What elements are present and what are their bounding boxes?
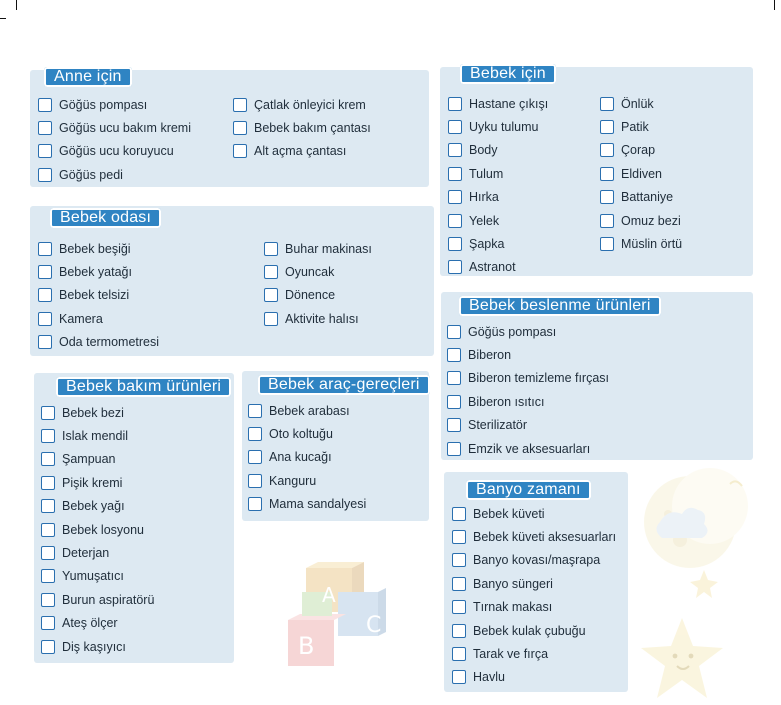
checklist-item-label: Göğüs pompası xyxy=(59,97,148,112)
checkbox[interactable] xyxy=(233,98,247,112)
checklist-item-label: Göğüs pedi xyxy=(59,167,123,182)
checkbox[interactable] xyxy=(600,167,614,181)
checklist-item-label: Çorap xyxy=(621,143,656,158)
checklist-item-label: Deterjan xyxy=(62,546,110,561)
checklist-col1 xyxy=(38,237,159,354)
checklist-item[interactable] xyxy=(264,237,372,260)
checkbox[interactable] xyxy=(264,265,278,279)
checklist-item-label: Uyku tulumu xyxy=(469,120,539,135)
checkbox[interactable] xyxy=(248,474,262,488)
checklist-item[interactable] xyxy=(452,596,616,619)
section-banyo xyxy=(444,472,628,692)
checklist-item-label: Yumuşatıcı xyxy=(62,569,124,584)
checkbox[interactable] xyxy=(448,214,462,228)
checklist-item[interactable] xyxy=(38,140,191,163)
checklist-item[interactable] xyxy=(600,139,682,162)
crop-mark-right xyxy=(774,0,775,10)
checklist-item[interactable] xyxy=(447,437,609,460)
checklist-item[interactable] xyxy=(600,162,682,185)
checklist-item-label: Şapka xyxy=(469,237,505,252)
checklist-item[interactable] xyxy=(38,93,191,116)
checklist-item-label: Eldiven xyxy=(621,166,662,181)
checklist-col1 xyxy=(447,320,609,460)
checkbox[interactable] xyxy=(600,97,614,111)
checkbox[interactable] xyxy=(448,167,462,181)
section-bebek xyxy=(440,67,753,276)
checklist-item[interactable] xyxy=(233,116,371,139)
checklist-item-label: Biberon xyxy=(468,348,512,363)
checklist-item[interactable] xyxy=(452,642,616,665)
checklist-item-label: Islak mendil xyxy=(62,429,128,444)
checklist-item-label: Banyo kovası/maşrapa xyxy=(473,553,601,568)
checklist-item[interactable] xyxy=(448,115,548,138)
checklist-item[interactable] xyxy=(248,422,366,445)
section-title: Bebek bakım ürünleri xyxy=(56,377,231,397)
checkbox[interactable] xyxy=(38,265,52,279)
checklist-item-label: Body xyxy=(469,143,498,158)
checkbox[interactable] xyxy=(447,348,461,362)
section-beslenme xyxy=(441,292,753,460)
checklist-item-label: Göğüs ucu bakım kremi xyxy=(59,121,191,136)
checklist-item[interactable] xyxy=(233,140,371,163)
checkbox[interactable] xyxy=(447,371,461,385)
section-title: Bebek için xyxy=(460,64,556,84)
checkbox[interactable] xyxy=(448,237,462,251)
checkbox[interactable] xyxy=(452,577,466,591)
checklist-item[interactable] xyxy=(41,565,154,588)
checklist-item-label: Oda termometresi xyxy=(59,335,160,350)
checklist-item[interactable] xyxy=(41,495,154,518)
checklist-item[interactable] xyxy=(452,525,616,548)
block-letter-b: B xyxy=(298,632,315,660)
checklist-item-label: Kanguru xyxy=(269,473,317,488)
checklist-item-label: Bebek yatağı xyxy=(59,265,132,280)
checkbox[interactable] xyxy=(447,395,461,409)
checklist-item[interactable] xyxy=(38,284,159,307)
checklist-item[interactable] xyxy=(41,541,154,564)
crop-mark-side xyxy=(0,18,6,19)
checklist-item[interactable] xyxy=(41,448,154,471)
checklist-item[interactable] xyxy=(452,502,616,525)
checkbox[interactable] xyxy=(38,168,52,182)
checklist-item[interactable] xyxy=(264,284,372,307)
checklist-item[interactable] xyxy=(448,92,548,115)
checkbox[interactable] xyxy=(452,670,466,684)
checkbox[interactable] xyxy=(452,624,466,638)
checkbox[interactable] xyxy=(600,120,614,134)
checklist-item[interactable] xyxy=(448,162,548,185)
checklist-item-label: Banyo süngeri xyxy=(473,576,553,591)
checklist-item[interactable] xyxy=(41,612,154,635)
section-arac xyxy=(242,371,429,521)
checklist-item-label: Dönence xyxy=(285,288,336,303)
checkbox[interactable] xyxy=(41,569,55,583)
checklist-item-label: Bebek arabası xyxy=(269,403,350,418)
checkbox[interactable] xyxy=(248,427,262,441)
checklist-item[interactable] xyxy=(452,666,616,689)
checklist-item-label: Patik xyxy=(621,120,649,135)
checkbox[interactable] xyxy=(41,640,55,654)
checklist-col1 xyxy=(248,399,366,516)
checkbox[interactable] xyxy=(38,312,52,326)
checklist-item[interactable] xyxy=(600,232,682,255)
checklist-item[interactable] xyxy=(41,424,154,447)
checklist-col2 xyxy=(233,93,371,163)
checklist-item-label: Buhar makinası xyxy=(285,241,372,256)
checkbox[interactable] xyxy=(38,121,52,135)
section-title: Anne için xyxy=(44,67,132,87)
section-title: Banyo zamanı xyxy=(466,480,591,500)
checkbox[interactable] xyxy=(41,406,55,420)
checkbox[interactable] xyxy=(448,190,462,204)
checkbox[interactable] xyxy=(38,335,52,349)
checklist-item-label: Bebek telsizi xyxy=(59,288,130,303)
checkbox[interactable] xyxy=(447,325,461,339)
checklist-item-label: Bebek küveti xyxy=(473,506,545,521)
checkbox[interactable] xyxy=(233,144,247,158)
checklist-item[interactable] xyxy=(448,139,548,162)
checkbox[interactable] xyxy=(41,523,55,537)
checklist-item-label: Tarak ve fırça xyxy=(473,647,549,662)
section-title: Bebek odası xyxy=(50,208,161,228)
checkbox[interactable] xyxy=(233,121,247,135)
checkbox[interactable] xyxy=(452,553,466,567)
checkbox[interactable] xyxy=(41,546,55,560)
checklist-item-label: Alt açma çantası xyxy=(254,144,347,159)
checklist-item-label: Pişik kremi xyxy=(62,475,123,490)
checklist-item-label: Omuz bezi xyxy=(621,213,681,228)
checklist-item[interactable] xyxy=(264,260,372,283)
checklist-item-label: Tulum xyxy=(469,166,504,181)
checkbox[interactable] xyxy=(448,143,462,157)
checklist-item[interactable] xyxy=(248,446,366,469)
checklist-item-label: Bebek bezi xyxy=(62,405,124,420)
checkbox[interactable] xyxy=(600,237,614,251)
checklist-item-label: Sterilizatör xyxy=(468,418,528,433)
checklist-item[interactable] xyxy=(248,399,366,422)
section-title: Bebek beslenme ürünleri xyxy=(459,296,661,316)
checklist-item-label: Oto koltuğu xyxy=(269,427,333,442)
checkbox[interactable] xyxy=(264,288,278,302)
block-letter-a: A xyxy=(322,583,336,607)
checklist-item-label: Battaniye xyxy=(621,190,674,205)
checklist-col1 xyxy=(38,93,191,187)
checklist-item-label: Astranot xyxy=(469,260,516,275)
checkbox[interactable] xyxy=(248,404,262,418)
checklist-item-label: Göğüs pompası xyxy=(468,324,557,339)
checklist-item[interactable] xyxy=(41,635,154,658)
checkbox[interactable] xyxy=(600,190,614,204)
checklist-item-label: Bebek beşiği xyxy=(59,241,131,256)
checklist-item[interactable] xyxy=(38,163,191,186)
checklist-item-label: Bebek bakım çantası xyxy=(254,121,371,136)
checklist-item-label: Bebek losyonu xyxy=(62,522,145,537)
checkbox[interactable] xyxy=(447,442,461,456)
checklist-item-label: Oyuncak xyxy=(285,265,335,280)
checklist-item-label: Bebek yağı xyxy=(62,499,125,514)
checklist-item[interactable] xyxy=(248,469,366,492)
section-oda xyxy=(30,206,434,356)
checklist-item[interactable] xyxy=(447,320,609,343)
checklist-item-label: Çatlak önleyici krem xyxy=(254,97,366,112)
checklist-col2 xyxy=(264,237,372,331)
checkbox[interactable] xyxy=(264,242,278,256)
checklist-item[interactable] xyxy=(448,256,548,279)
checklist-item[interactable] xyxy=(38,331,159,354)
checklist-col1 xyxy=(452,502,616,689)
checkbox[interactable] xyxy=(41,452,55,466)
checkbox[interactable] xyxy=(448,97,462,111)
checklist-item-label: Emzik ve aksesuarları xyxy=(468,441,591,456)
checklist-item-label: Bebek kulak çubuğu xyxy=(473,623,586,638)
checkbox[interactable] xyxy=(41,476,55,490)
checkbox[interactable] xyxy=(38,98,52,112)
checkbox[interactable] xyxy=(600,143,614,157)
checkbox[interactable] xyxy=(452,647,466,661)
checkbox[interactable] xyxy=(38,288,52,302)
checkbox[interactable] xyxy=(264,312,278,326)
checkbox[interactable] xyxy=(600,214,614,228)
checkbox[interactable] xyxy=(41,593,55,607)
checklist-item-label: Bebek küveti aksesuarları xyxy=(473,530,617,545)
checklist-col2 xyxy=(600,92,682,256)
checklist-item[interactable] xyxy=(447,343,609,366)
checklist-item[interactable] xyxy=(447,414,609,437)
checklist-item[interactable] xyxy=(38,116,191,139)
checklist-item-label: Ana kucağı xyxy=(269,450,332,465)
checkbox[interactable] xyxy=(248,450,262,464)
checklist-item-label: Hırka xyxy=(469,190,499,205)
checkbox[interactable] xyxy=(448,260,462,274)
checklist-item[interactable] xyxy=(38,237,159,260)
checklist-item-label: Diş kaşıyıcı xyxy=(62,639,126,654)
checklist-item[interactable] xyxy=(452,619,616,642)
checklist-item[interactable] xyxy=(452,572,616,595)
checkbox[interactable] xyxy=(447,418,461,432)
checklist-item[interactable] xyxy=(600,186,682,209)
checklist-item-label: Müslin örtü xyxy=(621,237,683,252)
checklist-item-label: Hastane çıkışı xyxy=(469,96,549,111)
checklist-item-label: Havlu xyxy=(473,670,505,685)
checklist-item[interactable] xyxy=(264,307,372,330)
checklist-item[interactable] xyxy=(41,588,154,611)
checklist-item[interactable] xyxy=(38,307,159,330)
checklist-item[interactable] xyxy=(41,471,154,494)
checkbox[interactable] xyxy=(38,144,52,158)
checklist-item[interactable] xyxy=(448,209,548,232)
checkbox[interactable] xyxy=(41,616,55,630)
checklist-item-label: Biberon temizleme fırçası xyxy=(468,371,610,386)
checklist-item-label: Aktivite halısı xyxy=(285,311,359,326)
checklist-item-label: Burun aspiratörü xyxy=(62,592,155,607)
abc-blocks-icon xyxy=(282,562,390,674)
checklist-item-label: Ateş ölçer xyxy=(62,616,118,631)
checkbox[interactable] xyxy=(452,530,466,544)
checkbox[interactable] xyxy=(41,429,55,443)
crop-mark-left xyxy=(16,0,17,10)
section-anne xyxy=(30,70,429,187)
checklist-col1 xyxy=(41,401,154,658)
checklist-item[interactable] xyxy=(448,232,548,255)
checklist-item[interactable] xyxy=(41,401,154,424)
checkbox[interactable] xyxy=(248,497,262,511)
checkbox[interactable] xyxy=(448,120,462,134)
checklist-item[interactable] xyxy=(233,93,371,116)
checklist-item[interactable] xyxy=(41,518,154,541)
checklist-item-label: Önlük xyxy=(621,96,654,111)
checklist-item-label: Biberon ısıtıcı xyxy=(468,394,545,409)
checklist-col1 xyxy=(448,92,548,279)
checkbox[interactable] xyxy=(41,499,55,513)
checklist-item-label: Göğüs ucu koruyucu xyxy=(59,144,174,159)
checklist-item[interactable] xyxy=(600,209,682,232)
checklist-item[interactable] xyxy=(447,390,609,413)
checklist-item[interactable] xyxy=(600,92,682,115)
checkbox[interactable] xyxy=(452,600,466,614)
checklist-item[interactable] xyxy=(600,115,682,138)
checklist-item-label: Yelek xyxy=(469,213,500,228)
checklist-item-label: Şampuan xyxy=(62,452,116,467)
checkbox[interactable] xyxy=(452,507,466,521)
checklist-item[interactable] xyxy=(447,367,609,390)
moon-icon xyxy=(640,462,750,602)
checklist-item-label: Kamera xyxy=(59,311,103,326)
star-icon xyxy=(637,616,727,702)
block-letter-c: C xyxy=(366,613,382,638)
checklist-item-label: Mama sandalyesi xyxy=(269,497,367,512)
checklist-item-label: Tırnak makası xyxy=(473,600,553,615)
checklist-item[interactable] xyxy=(452,549,616,572)
checklist-item[interactable] xyxy=(38,260,159,283)
section-title: Bebek araç-gereçleri xyxy=(258,375,430,395)
checkbox[interactable] xyxy=(38,242,52,256)
checklist-item[interactable] xyxy=(448,186,548,209)
section-bakim xyxy=(34,373,234,663)
checklist-item[interactable] xyxy=(248,493,366,516)
